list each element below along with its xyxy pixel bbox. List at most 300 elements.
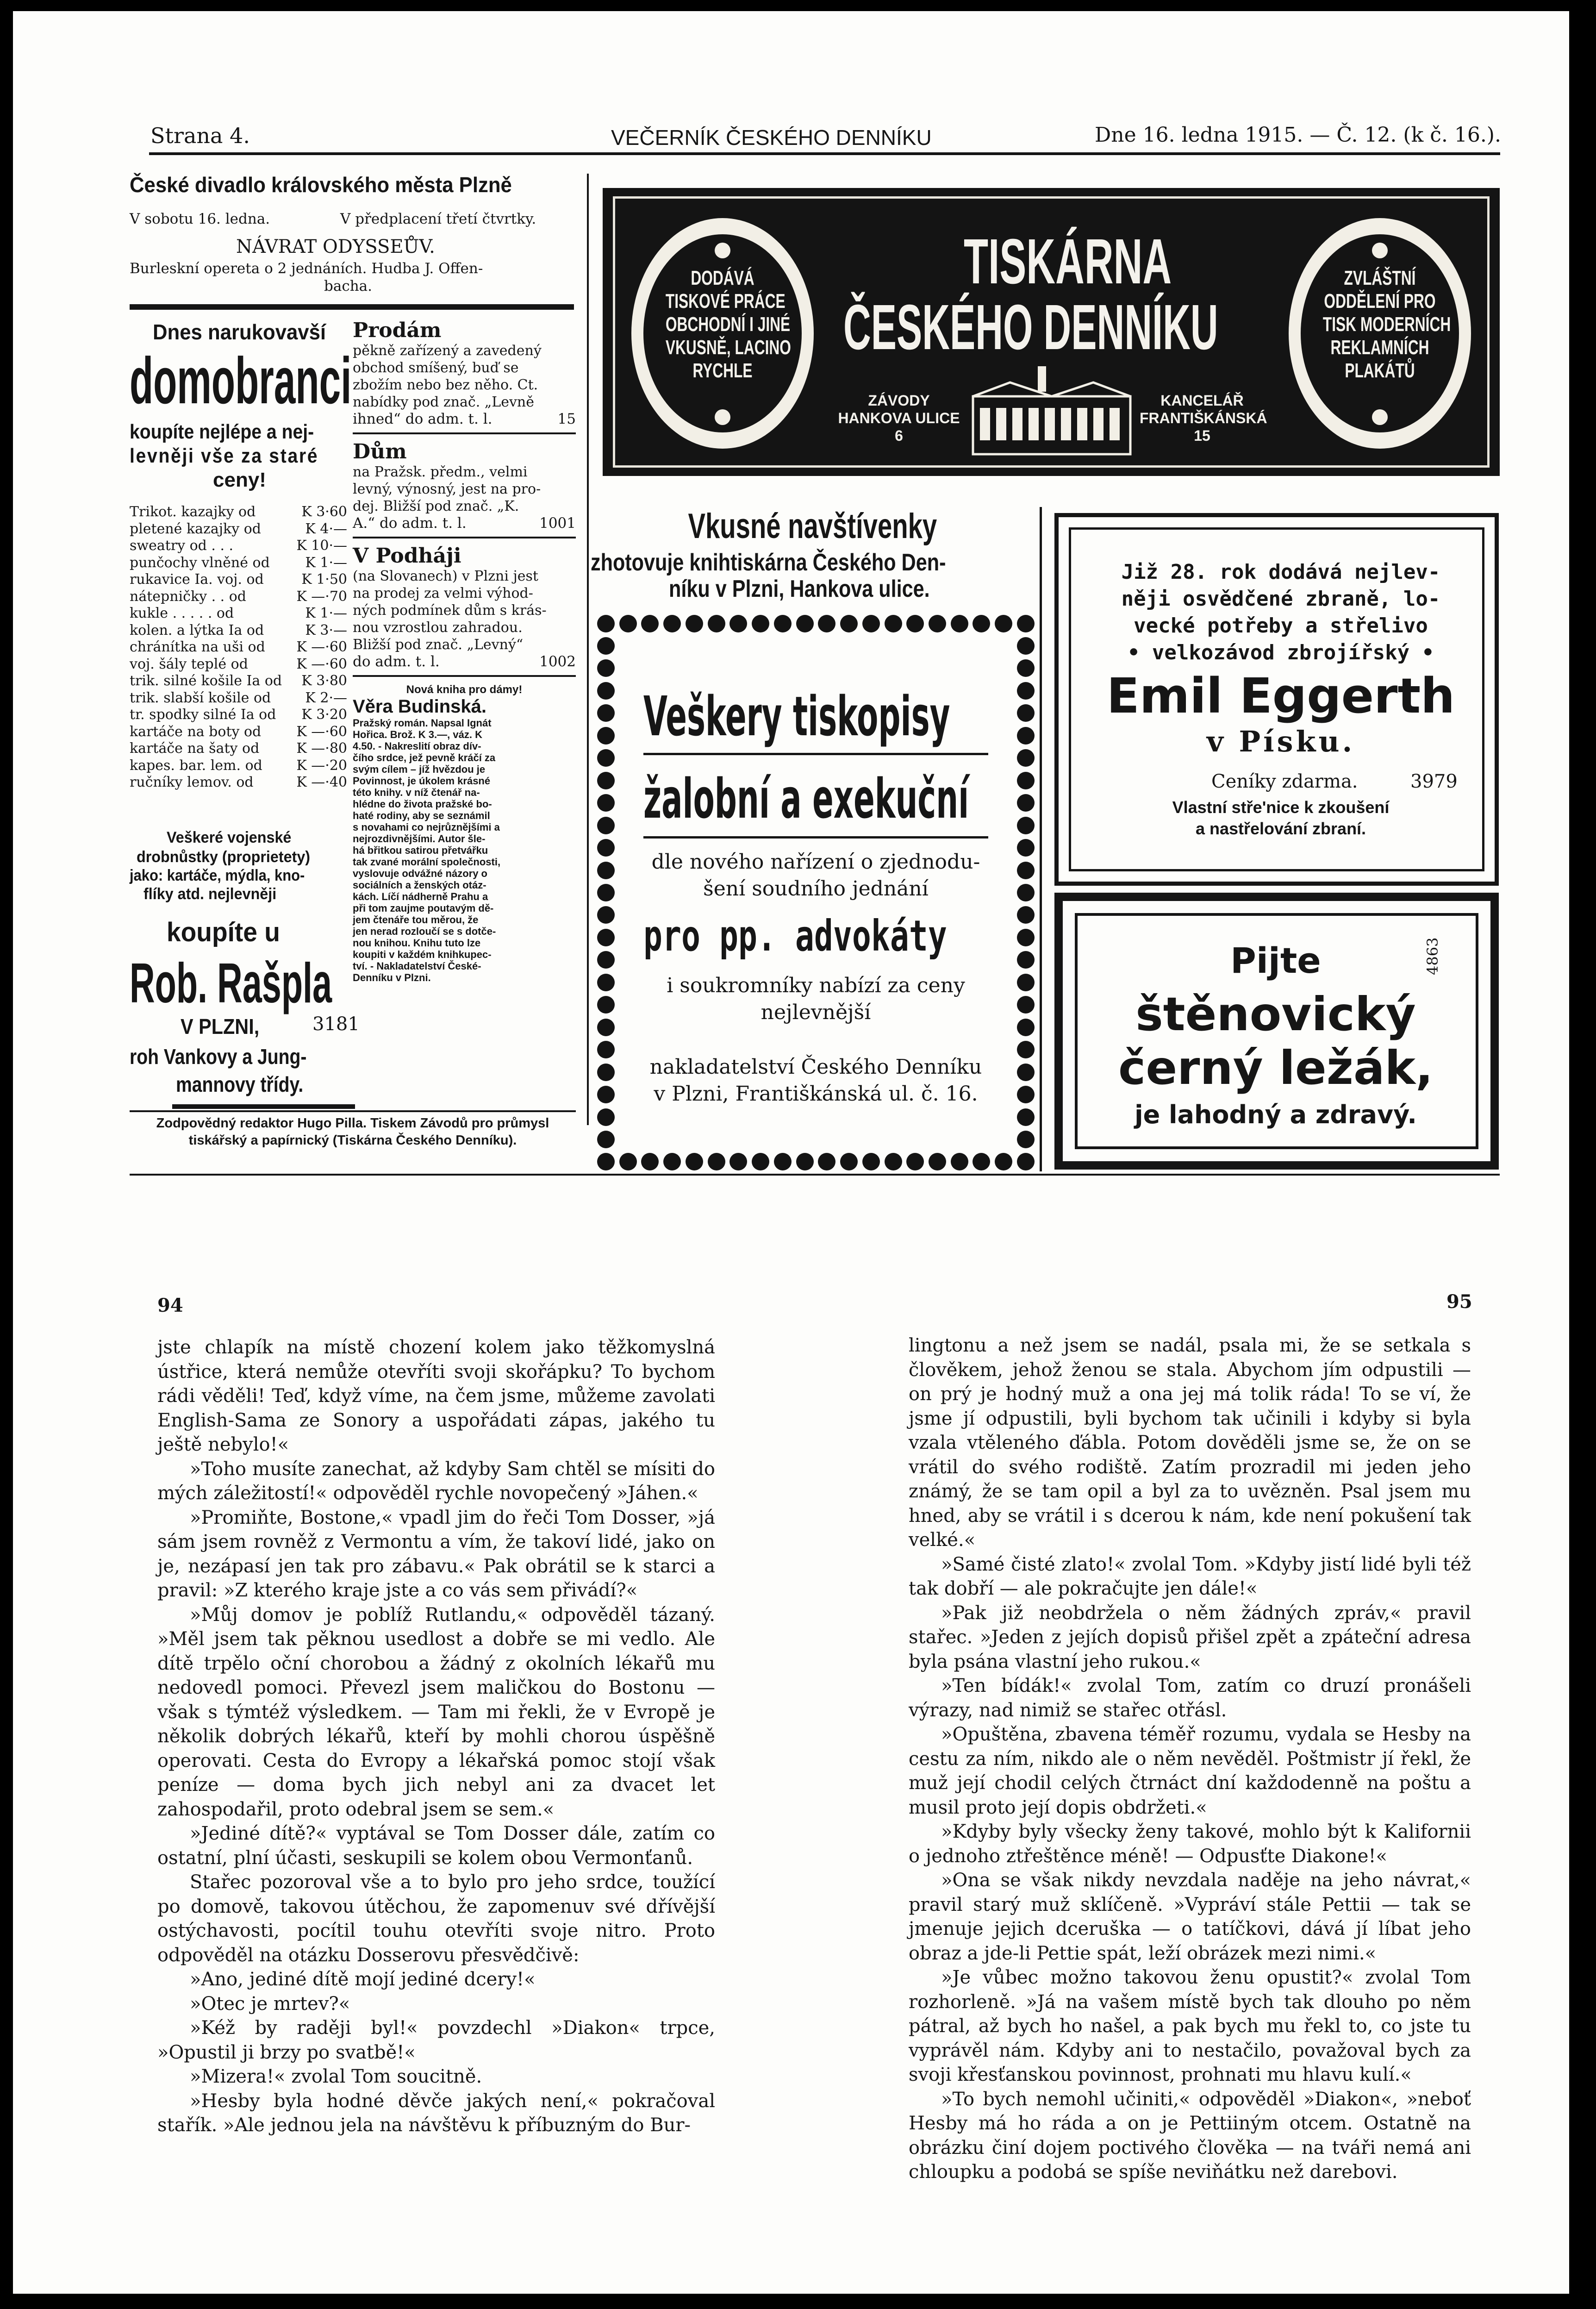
- tiskarna-banner: [603, 188, 1500, 476]
- rasp-extra1: Veškeré vojenské: [167, 829, 292, 846]
- bead-ornament: [641, 615, 659, 632]
- story-paragraph: »Mizera!« zvolal Tom soucitně.: [190, 2066, 482, 2087]
- price-row: [130, 724, 347, 741]
- bead-border-bottom: [597, 1153, 1035, 1170]
- tiskopisy-text-1a: dle nového nařízení o zjednodu-: [651, 850, 980, 874]
- bead-ornament: [597, 727, 615, 745]
- newspaper-title: VEČERNÍK ČESKÉHO DENNÍKU: [611, 125, 932, 150]
- bead-ornament: [597, 1019, 615, 1036]
- rasp-city: V PLZNI,: [181, 1014, 260, 1039]
- rasp-intro: Dnes narukovavší: [153, 320, 326, 344]
- price-value: K —·70: [296, 588, 347, 605]
- imprint: Zodpovědný redaktor Hugo Pilla. Tiskem Závodů pro průmysl tiskářský a papírnický (Tiskárna Českého Denníku).: [156, 1116, 549, 1148]
- bead-ornament: [597, 1108, 615, 1126]
- column-rule: [1040, 507, 1042, 1171]
- price-row: [130, 538, 347, 555]
- tiskopisy-headline-1: Veškery tiskopisy: [643, 684, 950, 748]
- eggerth-code: 3979: [1410, 771, 1458, 792]
- novel-text-line: jem čtenáře tou měrou, že: [353, 914, 479, 926]
- price-row: [130, 504, 347, 521]
- left-medallion-text: [643, 267, 802, 382]
- ad-text-line: levný, výnosný, jest na pro-: [353, 481, 541, 497]
- bead-ornament: [774, 615, 792, 632]
- address-line: KANCELÁŘ: [1160, 392, 1244, 409]
- price-item: voj. šály teplé od: [130, 656, 248, 672]
- dum-title: Dům: [353, 440, 407, 463]
- eggerth-line4: • velkozávod zbrojířský •: [1127, 641, 1434, 664]
- novel-text-line: Denníku v Plzni.: [353, 972, 431, 983]
- address-line: FRANTIŠKÁNSKÁ: [1140, 410, 1267, 426]
- eggerth-range: [1077, 797, 1484, 839]
- page-number-left: 94: [157, 1295, 183, 1316]
- bead-ornament: [1017, 772, 1035, 789]
- ad-text-line: Bližší pod znač. „Levný“: [353, 637, 524, 653]
- price-row: [130, 757, 347, 775]
- tiskopisy-headline-3: pro pp. advokáty: [643, 911, 947, 961]
- bead-ornament: [597, 772, 615, 789]
- bead-ornament: [951, 615, 968, 632]
- bead-ornament: [1017, 906, 1035, 924]
- bead-ornament: [1017, 817, 1035, 834]
- window: [980, 408, 990, 440]
- bead-ornament: [752, 615, 769, 632]
- podhaji-code: 1002: [539, 653, 576, 670]
- ad-text-line: pěkně zařízený a zavedený: [353, 343, 542, 359]
- theatre-subscription: V předplacení třetí čtvrtky.: [340, 211, 536, 227]
- theatre-day: V sobotu 16. ledna.: [130, 211, 270, 227]
- rule: [643, 753, 988, 755]
- novel-text-line: nou knihou. Knihu tuto lze: [353, 937, 481, 949]
- ad-text-line: na Pražsk. předm., velmi: [353, 464, 528, 480]
- bead-ornament: [752, 1153, 769, 1170]
- story-paragraph: »Samé čisté zlato!« zvolal Tom. »Kdyby jistí lidé byli též tak dobří — ale pokračujte jen dále!«: [909, 1553, 1471, 1599]
- ad-text-line: zbožím nebo bez něho. Ct.: [353, 377, 538, 393]
- bead-ornament: [1017, 951, 1035, 969]
- novel-text-line: jen nerad rozloučí se s dotče-: [353, 926, 496, 937]
- rasp-addr2: mannovy třídy.: [176, 1072, 304, 1096]
- bead-border-right: [1017, 637, 1035, 1148]
- bead-ornament: [1017, 974, 1035, 991]
- beer-code: 4863: [1424, 937, 1441, 975]
- bead-ornament: [1017, 1041, 1035, 1058]
- bead-ornament: [1017, 862, 1035, 879]
- medallion-line: OBCHODNÍ I JINÉ: [665, 313, 791, 336]
- price-value: K 1·—: [305, 605, 347, 621]
- novel-text-line: vyslovuje odvážné názory o: [353, 868, 487, 879]
- novel-text-line: s novahami co nejrůznějšími a: [353, 821, 500, 833]
- story-paragraph: »Toho musíte zanechat, až kdyby Sam chtěl se mísiti do mých záležitostí!« odpověděl rychle novopečený »Jáhen.«: [157, 1458, 715, 1504]
- price-value: K 1·—: [305, 554, 347, 571]
- imprint-rule: [130, 1110, 576, 1112]
- bead-ornament: [729, 1153, 747, 1170]
- price-row: [130, 571, 347, 588]
- story-paragraph: »Otec je mrtev?«: [190, 1993, 350, 2015]
- eggerth-name: Emil Eggerth: [1106, 668, 1455, 724]
- bead-ornament: [1017, 884, 1035, 901]
- podhaji-text: [353, 568, 576, 653]
- price-value: K 3·—: [305, 622, 347, 638]
- window: [1110, 408, 1120, 440]
- bead-ornament: [973, 615, 990, 632]
- beer-line4: je lahodný a zdravý.: [1135, 1100, 1417, 1129]
- novel-text-line: nejrozdivnějšími. Autor šle-: [353, 833, 486, 845]
- story-page-right: [909, 1333, 1471, 2184]
- eggerth-catalog: Ceníky zdarma.: [1211, 771, 1358, 792]
- column-rule: [587, 174, 589, 1125]
- tiskopisy-headline-2: žalobní a exekuční: [643, 767, 969, 831]
- story-paragraph: »To bych nemohl učiniti,« odpověděl »Diakon«, »neboť Hesby má ho ráda a on je Pettiiným otcem. Ostatně na obrázku činí dojem poctivého člověka — na tváři nemá ani chloupku a podobá se spíše neviňátku než darebovi.: [909, 2088, 1471, 2183]
- price-item: kapes. bar. lem. od: [130, 757, 262, 774]
- podhaji-last-line: [353, 653, 576, 670]
- eggerth-ad: [1054, 513, 1499, 886]
- story-paragraph: jste chlapík na místě chození kolem jako těžkomyslná ústřice, která nemůže otevříti svoji skořápku? To bychom rádi věděli! Teď, když víme, na čem jsme, můžeme zavolati English-Sama ze Sonory a uspořádati zápas, jakého tu ještě nebylo!«: [157, 1337, 715, 1455]
- bead-ornament: [663, 615, 681, 632]
- bead-ornament: [597, 615, 615, 632]
- bead-ornament: [708, 615, 725, 632]
- medallion-dot: [1372, 409, 1388, 425]
- tiskopisy-publisher: [625, 1054, 1007, 1108]
- novel-text-line: tak zvané morální společnosti,: [353, 856, 501, 868]
- dum-contact: A.“ do adm. t. l.: [353, 515, 467, 532]
- address-line: ZÁVODY: [868, 392, 930, 409]
- medallion-dot: [715, 243, 730, 258]
- bead-ornament: [951, 1153, 968, 1170]
- price-value: K —·80: [296, 740, 347, 757]
- bead-ornament: [840, 1153, 858, 1170]
- price-item: ručníky lemov. od: [130, 774, 254, 790]
- bead-ornament: [597, 704, 615, 722]
- price-item: Trikot. kazajky od: [130, 504, 256, 520]
- novel-text-line: svým cílem – jíž hvězdou je: [353, 763, 486, 775]
- price-row: [130, 639, 347, 656]
- story-paragraph: »Kéž by raději byl!« povzdechl »Diakon« trpce, »Opustil ji brzy po svatbě!«: [157, 2017, 715, 2063]
- novel-text-line: sociálních a ženských otáz-: [353, 879, 486, 891]
- classifieds: [353, 319, 576, 983]
- bead-ornament: [597, 996, 615, 1014]
- price-item: kartáče na šaty od: [130, 740, 260, 757]
- story-paragraph: »Ano, jediné dítě mojí jediné dcery!«: [190, 1969, 536, 1990]
- price-item: nátepničky . . od: [130, 588, 247, 605]
- rasp-extra2: drobnůstky (proprietety): [137, 848, 311, 866]
- tiskopisy-text-1b: šení soudního jednání: [703, 877, 929, 901]
- tiskopisy-ad: [597, 615, 1035, 1170]
- factory-roof: [973, 382, 1130, 396]
- address-office: [1140, 392, 1265, 444]
- bead-ornament: [1017, 615, 1035, 632]
- price-value: K —·40: [296, 774, 347, 790]
- bead-ornament: [708, 1153, 725, 1170]
- price-value: K 4·—: [305, 520, 347, 537]
- novel-text-line: haté rodiny, aby se seznámil: [353, 810, 490, 821]
- theatre-desc-end: bacha.: [324, 278, 372, 294]
- price-item: trik. silné košile Ia od: [130, 673, 282, 689]
- beer-ad: [1054, 893, 1499, 1170]
- bead-ornament: [1017, 637, 1035, 655]
- novel-text-line: kách. Líčí nádherně Prahu a: [353, 891, 488, 902]
- bead-ornament: [1017, 704, 1035, 722]
- novel-text-line: koupiti v každém knihkupec-: [353, 949, 492, 960]
- novel-kicker: Nová kniha pro dámy!: [406, 683, 523, 696]
- theatre-title: České divadlo královského města Plzně: [130, 173, 512, 197]
- bead-ornament: [597, 1086, 615, 1103]
- page-number: Strana 4.: [150, 123, 250, 148]
- medallion-dot: [1372, 243, 1388, 258]
- novel-text: [353, 717, 576, 983]
- rasp-code: 3181: [312, 1014, 360, 1035]
- price-item: punčochy vlněné od: [130, 554, 270, 571]
- novel-text-line: při tom zaujme poutavým dě-: [353, 902, 494, 914]
- story-paragraph: »Pak již neobdržela o něm žádných zpráv,« pravil stařec. »Jeden z jejích dopisů přišel zpět a zpáteční adresa byla psána vlastní jeho rukou.«: [909, 1602, 1471, 1672]
- beer-line1: Pijte: [1230, 940, 1321, 981]
- address-line: HANKOVA ULICE: [838, 410, 960, 426]
- podhaji-contact: do adm. t. l.: [353, 653, 440, 670]
- eggerth-line1: Již 28. rok dodává nejlev-: [1121, 560, 1440, 584]
- eggerth-line6: a nastřelování zbraní.: [1195, 819, 1366, 838]
- medallion-line: REKLAMNÍCH: [1330, 336, 1429, 359]
- medallion-dot: [715, 409, 730, 425]
- price-value: K 10·—: [296, 538, 347, 554]
- story-page-left: [157, 1335, 715, 2138]
- price-item: tr. spodky silné Ia od: [130, 707, 276, 723]
- divider: [353, 428, 576, 434]
- story-paragraph: »Opuštěna, zbavena téměř rozumu, vydala se Hesby na cestu za ním, nikdo ale o něm nevěděl. Poštmistr jí řekl, že muž její chodil celých čtrnáct dní každodenně na poštu a musil proto její dopis obdržeti.«: [909, 1724, 1471, 1818]
- tiskopisy-text-2a: i soukromníky nabízí za ceny: [667, 974, 965, 997]
- eggerth-city: v Písku.: [1206, 725, 1355, 758]
- bead-ornament: [885, 615, 902, 632]
- medallion-line: RYCHLE: [692, 359, 753, 382]
- bead-ornament: [1017, 727, 1035, 745]
- bead-ornament: [597, 951, 615, 969]
- bead-border-left: [597, 637, 615, 1148]
- bead-ornament: [862, 615, 880, 632]
- address-works: [836, 392, 961, 444]
- price-row: [130, 707, 347, 724]
- price-row: [130, 588, 347, 606]
- vizitky-line1: zhotovuje knihtiskárna Českého Den-: [591, 549, 946, 576]
- bead-ornament: [1017, 839, 1035, 857]
- novel-text-line: há břitkou satirou přetvářku: [353, 845, 488, 856]
- price-value: K 3·60: [301, 504, 347, 520]
- bead-ornament: [686, 1153, 703, 1170]
- novel-title: Věra Budinská.: [353, 696, 487, 717]
- bead-ornament: [597, 862, 615, 879]
- price-row: [130, 555, 347, 572]
- price-item: trik. slabší košile od: [130, 689, 271, 706]
- price-row: [130, 521, 347, 538]
- price-value: K —·60: [296, 723, 347, 740]
- price-item: sweatry od . . .: [130, 538, 234, 554]
- tiskopisy-text-2: [625, 972, 1007, 1026]
- issue-date: Dne 16. ledna 1915. — Č. 12. (k č. 16.).: [1095, 123, 1501, 147]
- medallion-line: PLAKÁTŮ: [1345, 359, 1415, 382]
- tiskarna-title-1: TISKÁRNA: [964, 226, 1172, 297]
- bead-ornament: [1017, 1153, 1035, 1170]
- story-paragraph: »Jediné dítě?« vyptával se Tom Dosser dále, zatím co ostatní, plní účasti, seskupili se kolem obou Vermonťanů.: [157, 1823, 715, 1869]
- dum-last-line: [353, 515, 576, 532]
- story-paragraph: »Kdyby byly všecky ženy takové, mohlo být k Kalifornii o jednoho ztřeštěnce méně! — Odpusťte Diakone!«: [909, 1821, 1471, 1867]
- price-row: [130, 673, 347, 690]
- prodam-title: Prodám: [353, 319, 442, 342]
- ad-text-line: obchod smíšený, buď se: [353, 360, 519, 376]
- prodam-text: [353, 342, 576, 411]
- address-line: 6: [895, 427, 903, 444]
- bead-ornament: [1017, 929, 1035, 946]
- novel-text-line: hlédne do života pražské bo-: [353, 798, 492, 810]
- prodam-last-line: [353, 411, 576, 428]
- bead-ornament: [1017, 682, 1035, 700]
- bead-ornament: [818, 615, 835, 632]
- rasp-line5: ceny!: [213, 469, 266, 491]
- ad-text-line: na prodej za velmi výhod-: [353, 585, 533, 601]
- bead-ornament: [995, 615, 1012, 632]
- novel-text-line: Pražský román. Napsal Ignát: [353, 717, 492, 729]
- rasp-buy: koupíte u: [167, 917, 280, 947]
- price-row: [130, 740, 347, 757]
- bead-ornament: [597, 1153, 615, 1170]
- price-row: [130, 656, 347, 673]
- bead-ornament: [862, 1153, 880, 1170]
- address-line: 15: [1194, 427, 1210, 444]
- eggerth-line5: Vlastní stře'nice k zkoušení: [1172, 798, 1390, 817]
- bead-ornament: [729, 615, 747, 632]
- vizitky-ad: [596, 507, 1029, 546]
- bead-ornament: [1017, 1086, 1035, 1103]
- ad-text-line: nabídky pod znač. „Levně: [353, 394, 535, 410]
- story-paragraph: »Můj domov je poblíž Rutlandu,« odpověděl tázaný. »Měl jsem tak pěknou usedlost a dobře se mi vedlo. Ale dítě trpělo oční chorobou a žádný z okolních lékařů mu nedovedl pomoci. Převezl jsem maličkou do Bostonu — však s týmtéž výsledkem. — Tam mi řekli, že v Evropě je několik dobrých lékařů, kteří by mohli chorou úspěšně operovati. Cesta do Evropy a lékařská pomoc stojí však peníze — doma bych jich nebyl ani za dvacet let zahospodařil, proto odebral jsem se sem.«: [157, 1604, 715, 1820]
- eggerth-intro: [1077, 559, 1484, 666]
- bead-ornament: [597, 637, 615, 655]
- right-medallion-text: [1301, 267, 1459, 382]
- price-item: kolen. a lýtka Ia od: [130, 622, 264, 638]
- page-number-right: 95: [1446, 1291, 1472, 1313]
- bead-ornament: [1017, 749, 1035, 767]
- bead-ornament: [1017, 1019, 1035, 1036]
- rasp-extra4: flíky atd. nejlevněji: [143, 885, 277, 903]
- rasp-extra3: jako: kartáče, mýdla, kno-: [130, 867, 305, 884]
- bead-ornament: [796, 1153, 814, 1170]
- ad-text-line: (na Slovanech) v Plzni jest: [353, 568, 538, 584]
- bead-ornament: [641, 1153, 659, 1170]
- price-item: kartáče na boty od: [130, 723, 262, 740]
- price-value: K —·60: [296, 639, 347, 655]
- bead-ornament: [686, 615, 703, 632]
- eggerth-line3: vecké potřeby a střelivo: [1134, 614, 1428, 638]
- bead-ornament: [906, 615, 924, 632]
- vizitky-title: Vkusné navštívenky: [688, 507, 937, 546]
- novel-text-line: této knihy. v níž čtenář na-: [353, 787, 480, 798]
- rasp-rule: [172, 1104, 355, 1109]
- bead-ornament: [597, 929, 615, 946]
- tiskarna-title-2: ČESKÉHO DENNÍKU: [843, 292, 1218, 363]
- price-item: kukle . . . . . od: [130, 605, 234, 621]
- novel-text-line: čího srdce, jež pevně kráčí za: [353, 752, 496, 763]
- tiskopisy-publisher-a: nakladatelství Českého Denníku: [649, 1055, 982, 1079]
- bead-ornament: [597, 906, 615, 924]
- ad-text-line: ných podmínek dům s krás-: [353, 602, 547, 619]
- window: [1077, 408, 1087, 440]
- tiskopisy-publisher-b: v Plzni, Františkánská ul. č. 16.: [654, 1082, 978, 1106]
- bead-ornament: [619, 1153, 637, 1170]
- bead-ornament: [973, 1153, 990, 1170]
- price-item: chránítka na uši od: [130, 639, 265, 655]
- story-paragraph: »Promiňte, Bostone,« vpadl jim do řeči Tom Dosser, »já sám jsem rovněž z Vermontu a vím, že takoví lidé, jako on je, nezápasí jen tak pro zábavu.« Pak obrátil se k starci a pravil: »Z kterého kraje jste a co vás sem přivádí?«: [157, 1507, 715, 1601]
- story-paragraph: »Ona se však nikdy nevzdala naděje na jeho návrat,« pravil starý muž sklíčeně. »Vypráví stále Pettii — tak se jmenuje jejich dceruška — o tatíčkovi, dává jí líbat jeho obraz a jde-li Pettie spát, leží obrázek mezi nimi.«: [909, 1870, 1471, 1964]
- theatre-play: NÁVRAT ODYSSEŮV.: [236, 236, 435, 257]
- novel-text-line: 4.50. - Nakreslití obraz dív-: [353, 740, 481, 752]
- factory-chimney: [1038, 366, 1046, 392]
- bead-ornament: [597, 749, 615, 767]
- divider: [353, 532, 576, 538]
- bead-ornament: [597, 817, 615, 834]
- bead-ornament: [1017, 1108, 1035, 1126]
- bead-ornament: [597, 884, 615, 901]
- window: [1012, 408, 1022, 440]
- bead-ornament: [663, 1153, 681, 1170]
- rasp-line3: koupíte nejlépe a nej-: [130, 420, 314, 443]
- bead-ornament: [1017, 794, 1035, 812]
- divider: [353, 670, 576, 677]
- beer-line3: černý ležák,: [1118, 1041, 1433, 1095]
- theatre-rule: [130, 304, 574, 310]
- medallion-line: ZVLÁŠTNÍ: [1344, 267, 1416, 289]
- ad-text-line: dej. Bližší pod znač. „K.: [353, 498, 519, 514]
- bead-ornament: [597, 1064, 615, 1081]
- medallion-line: TISK MODERNÍCH: [1322, 313, 1451, 336]
- bead-ornament: [929, 1153, 946, 1170]
- rule: [643, 836, 988, 838]
- bead-ornament: [1017, 1131, 1035, 1148]
- novel-text-line: tví. - Nakladatelství České-: [353, 960, 481, 972]
- factory-windows: [980, 408, 1120, 440]
- vizitky-line2: níku v Plzni, Hankova ulice.: [669, 576, 930, 602]
- header-rule: [149, 152, 1500, 155]
- medallion-line: TISKOVÉ PRÁCE: [665, 290, 786, 313]
- rasp-addr1: roh Vankovy a Jung-: [130, 1045, 307, 1069]
- prodam-code: 15: [557, 411, 576, 427]
- price-value: K —·20: [296, 757, 347, 774]
- rasp-name: Rob. Rašpla: [130, 951, 332, 1014]
- bead-ornament: [1017, 996, 1035, 1014]
- bead-ornament: [796, 615, 814, 632]
- bead-ornament: [929, 615, 946, 632]
- window: [1093, 408, 1103, 440]
- bottom-rule: [130, 1174, 1500, 1176]
- bead-ornament: [1017, 659, 1035, 677]
- bead-ornament: [885, 1153, 902, 1170]
- price-row: [130, 605, 347, 622]
- bead-ornament: [840, 615, 858, 632]
- bead-ornament: [1017, 1064, 1035, 1081]
- eggerth-line2: něji osvědčené zbraně, lo-: [1121, 587, 1440, 611]
- podhaji-title: V Podháji: [353, 544, 461, 568]
- novel-text-line: Hořica. Brož. K 3.—, váz. K: [353, 729, 482, 740]
- ad-text-line: nou vzrostlou zahradou.: [353, 619, 523, 636]
- price-row: [130, 774, 347, 791]
- novel-text-line: Povinnost, je úkolem krásné: [353, 775, 491, 787]
- window: [1045, 408, 1055, 440]
- bead-ornament: [597, 794, 615, 812]
- tiskopisy-text-1: [625, 849, 1007, 902]
- window: [1029, 408, 1039, 440]
- rasp-headline: domobranci: [130, 344, 352, 418]
- bead-ornament: [906, 1153, 924, 1170]
- bead-ornament: [619, 615, 637, 632]
- window: [996, 408, 1006, 440]
- story-paragraph: Stařec pozoroval vše a to bylo pro jeho srdce, toužící po domově, takovou útěchou, že zapomenuv své dřívější ostýchavosti, pocítil touhu otevříti svoje nitro. Proto odpověděl na otázku Dosserovu přesvědčivě:: [157, 1871, 715, 1966]
- price-value: K 3·80: [301, 673, 347, 689]
- bead-ornament: [597, 682, 615, 700]
- bead-ornament: [995, 1153, 1012, 1170]
